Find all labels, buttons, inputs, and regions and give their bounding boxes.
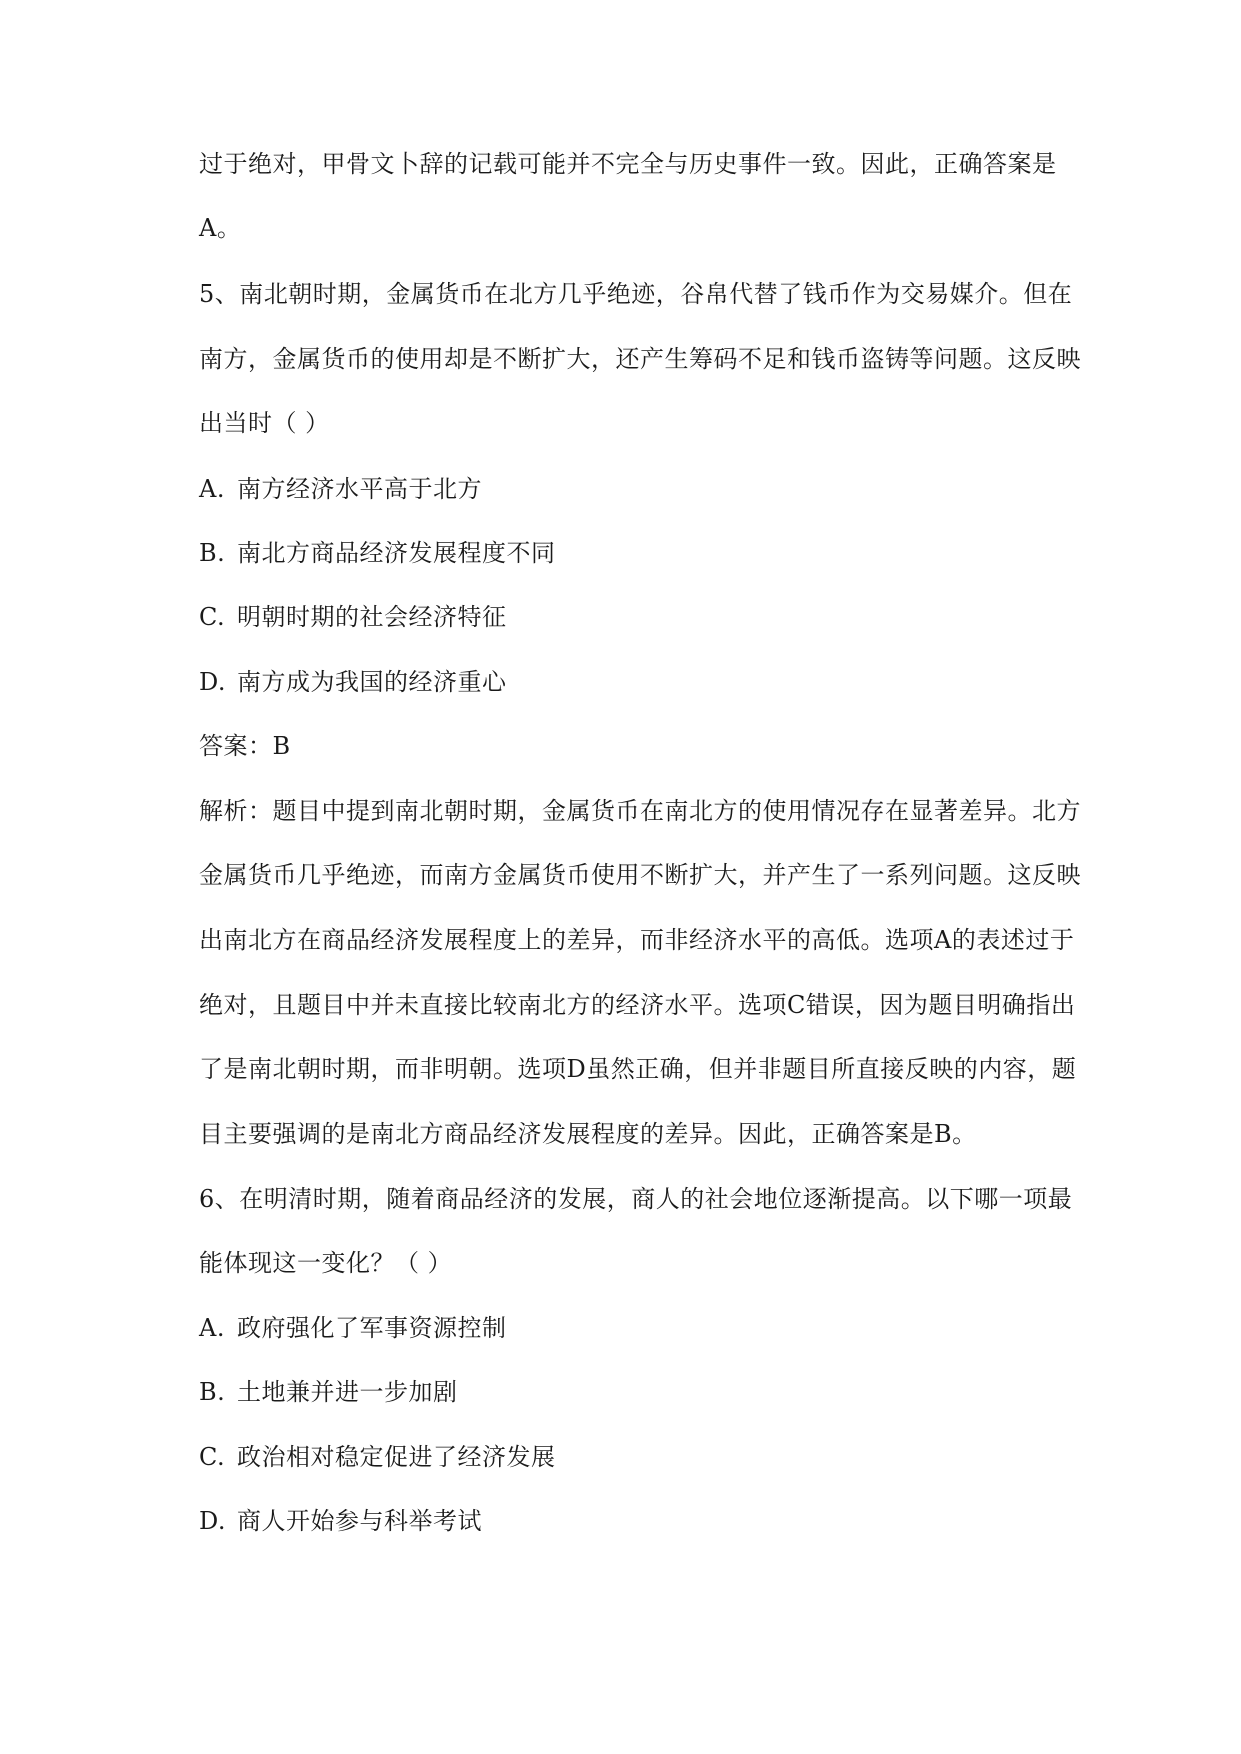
q5-analysis-line-5: 了是南北朝时期，而非明朝。选项D虽然正确，但并非题目所直接反映的内容，题 [199, 1055, 1077, 1083]
q6-option-a [199, 1312, 1091, 1344]
q5-option-c [199, 601, 1091, 633]
q5-option-a [199, 473, 1091, 505]
option-letter: A. [199, 475, 225, 503]
q5-option-b [199, 537, 1091, 569]
option-text: 商人开始参与科举考试 [237, 1507, 482, 1535]
q6-option-b [199, 1376, 1091, 1408]
option-letter: B. [199, 1378, 226, 1406]
q5-option-d [199, 666, 1091, 698]
q5-stem-line-1: 5、南北朝时期，金属货币在北方几乎绝迹，谷帛代替了钱币作为交易媒介。但在 [199, 280, 1073, 308]
option-letter: C. [199, 1443, 226, 1471]
option-text: 南北方商品经济发展程度不同 [237, 539, 556, 567]
option-letter: A. [199, 1314, 225, 1342]
q5-answer: 答案：B [199, 732, 291, 760]
q6-option-d [199, 1505, 1091, 1537]
option-text: 政治相对稳定促进了经济发展 [237, 1443, 556, 1471]
option-letter: D. [199, 1507, 227, 1535]
q6-stem-line-2: 能体现这一变化？（ ） [199, 1249, 453, 1277]
continuation-line-2: A。 [199, 214, 242, 242]
q5-analysis-line-2: 金属货币几乎绝迹，而南方金属货币使用不断扩大，并产生了一系列问题。这反映 [199, 861, 1081, 889]
q5-analysis-line-1: 解析：题目中提到南北朝时期，金属货币在南北方的使用情况存在显著差异。北方 [199, 797, 1081, 825]
option-letter: D. [199, 668, 227, 696]
option-text: 南方成为我国的经济重心 [237, 668, 507, 696]
q6-option-c [199, 1441, 1091, 1473]
q6-stem-line-1: 6、在明清时期，随着商品经济的发展，商人的社会地位逐渐提高。以下哪一项最 [199, 1185, 1073, 1213]
q5-analysis-line-3: 出南北方在商品经济发展程度上的差异，而非经济水平的高低。选项A的表述过于 [199, 926, 1075, 954]
option-letter: C. [199, 603, 226, 631]
option-text: 土地兼并进一步加剧 [237, 1378, 458, 1406]
q5-analysis-line-6: 目主要强调的是南北方商品经济发展程度的差异。因此，正确答案是B。 [199, 1120, 977, 1148]
option-text: 政府强化了军事资源控制 [237, 1314, 507, 1342]
q5-analysis-line-4: 绝对，且题目中并未直接比较南北方的经济水平。选项C错误，因为题目明确指出 [199, 991, 1076, 1019]
option-text: 明朝时期的社会经济特征 [237, 603, 507, 631]
continuation-line-1: 过于绝对，甲骨文卜辞的记载可能并不完全与历史事件一致。因此，正确答案是 [199, 150, 1057, 178]
option-letter: B. [199, 539, 226, 567]
option-text: 南方经济水平高于北方 [237, 475, 482, 503]
q5-stem-line-3: 出当时（ ） [199, 409, 330, 437]
q5-stem-line-2: 南方，金属货币的使用却是不断扩大，还产生筹码不足和钱币盗铸等问题。这反映 [199, 345, 1081, 373]
